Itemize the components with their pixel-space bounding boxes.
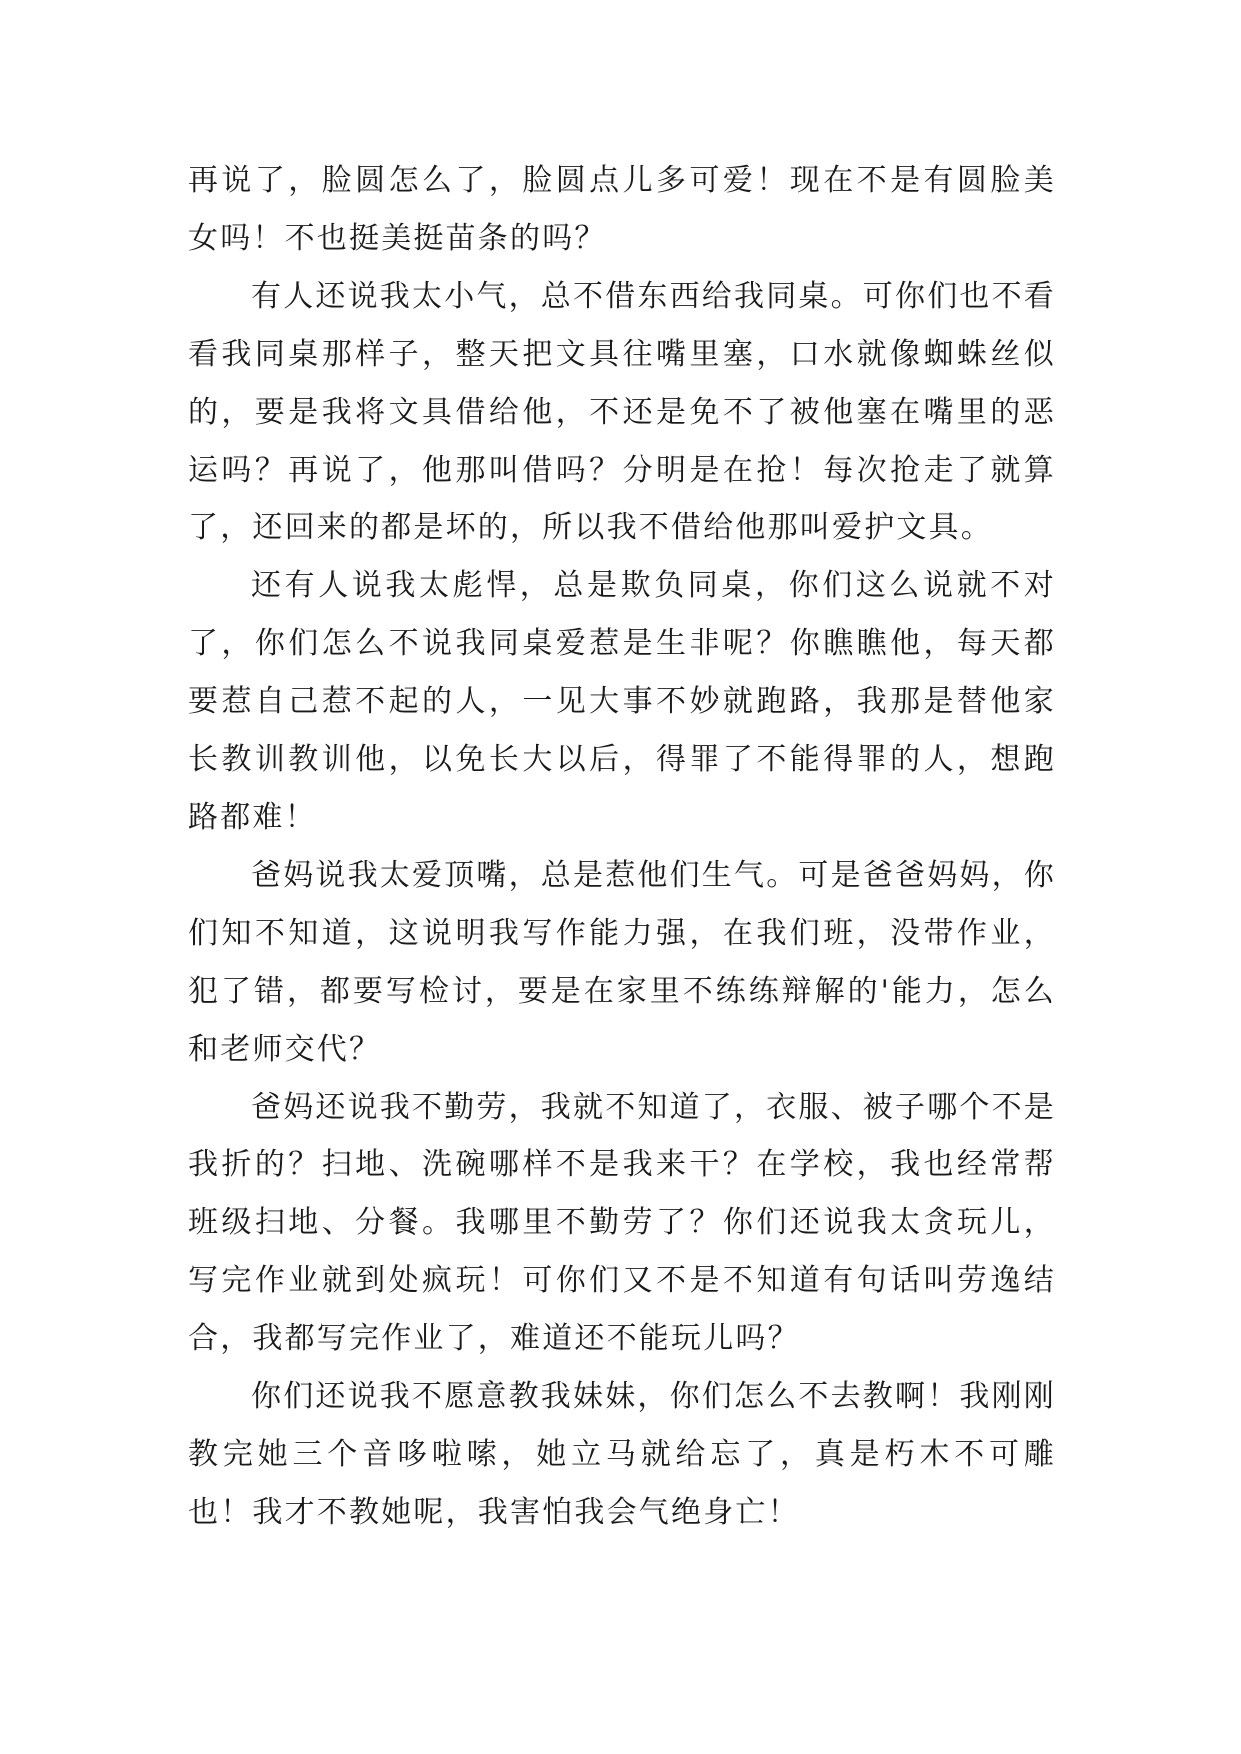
paragraph: 再说了，脸圆怎么了，脸圆点儿多可爱！现在不是有圆脸美女吗！不也挺美挺苗条的吗？ xyxy=(188,163,1056,256)
document-body xyxy=(188,152,1056,1542)
paragraph: 你们还说我不愿意教我妹妹，你们怎么不去教啊！我刚刚教完她三个音哆啦嗦，她立马就给忘了，真是朽木不可雕也！我才不教她呢，我害怕我会气绝身亡！ xyxy=(188,1379,1056,1530)
paragraph: 爸妈还说我不勤劳，我就不知道了，衣服、被子哪个不是我折的？扫地、洗碗哪样不是我来干？在学校，我也经常帮班级扫地、分餐。我哪里不勤劳了？你们还说我太贪玩儿，写完作业就到处疯玩！可你们又不是不知道有句话叫劳逸结合，我都写完作业了，难道还不能玩儿吗？ xyxy=(188,1089,1056,1357)
paragraph: 有人还说我太小气，总不借东西给我同桌。可你们也不看看我同桌那样子，整天把文具往嘴里塞，口水就像蜘蛛丝似的，要是我将文具借给他，不还是免不了被他塞在嘴里的恶运吗？再说了，他那叫借吗？分明是在抢！每次抢走了就算了，还回来的都是坏的，所以我不借给他那叫爱护文具。 xyxy=(188,278,1056,546)
paragraph: 还有人说我太彪悍，总是欺负同桌，你们这么说就不对了，你们怎么不说我同桌爱惹是生非呢？你瞧瞧他，每天都要惹自己惹不起的人，一见大事不妙就跑路，我那是替他家长教训教训他，以免长大以后，得罪了不能得罪的人，想跑路都难！ xyxy=(188,568,1056,835)
paragraph: 爸妈说我太爱顶嘴，总是惹他们生气。可是爸爸妈妈，你们知不知道，这说明我写作能力强，在我们班，没带作业，犯了错，都要写检讨，要是在家里不练练辩解的'能力，怎么和老师交代？ xyxy=(188,857,1056,1067)
